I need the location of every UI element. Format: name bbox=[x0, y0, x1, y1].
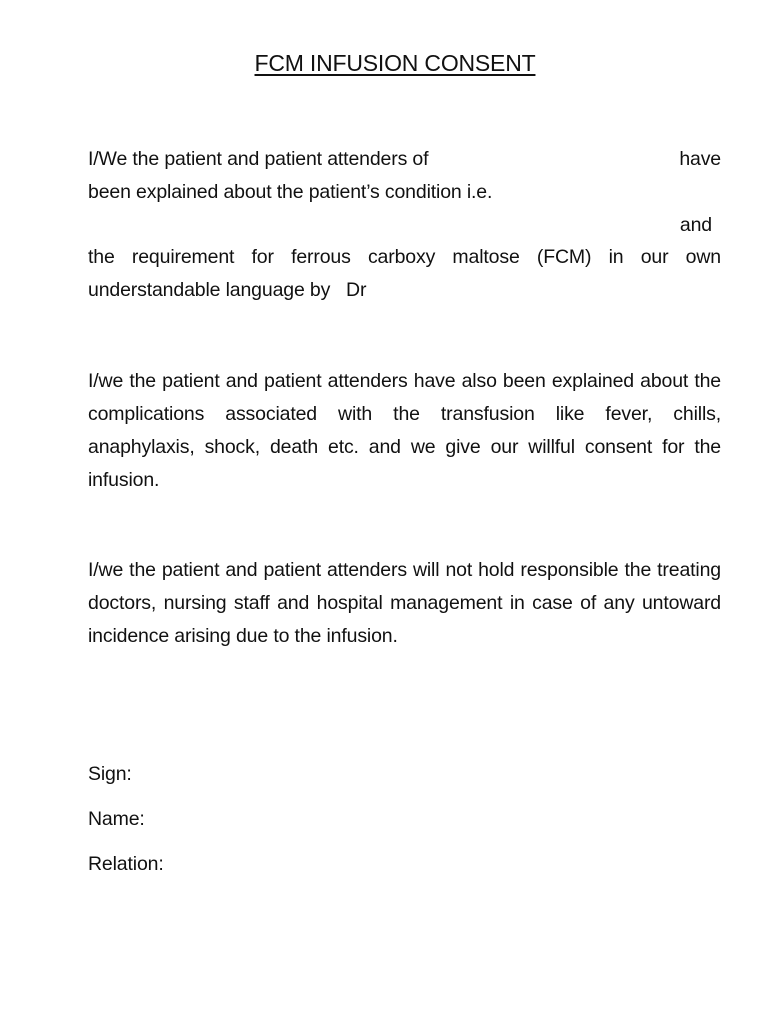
liability-paragraph: I/we the patient and patient attenders will not hold responsible the treating doctors, nursing staff and hospital management in case of any untoward incidence arising due to the infusion. bbox=[88, 559, 721, 647]
consent-line-1-right: have bbox=[679, 148, 721, 170]
form-title: FCM INFUSION CONSENT bbox=[254, 50, 536, 76]
consent-paragraph-1-rest: the requirement for ferrous carboxy maltose (FCM) in our own understandable language by Dr bbox=[88, 246, 721, 301]
consent-line-1 bbox=[88, 143, 721, 176]
consent-line-2: been explained about the patient’s condition i.e. bbox=[88, 181, 493, 203]
complications-paragraph: I/we the patient and patient attenders have also been explained about the complications associated with the transfusion like fever, chills, anaphylaxis, shock, death etc. and we give our willful consent for the infusion. bbox=[88, 370, 721, 491]
sign-field-label: Sign: bbox=[88, 763, 132, 785]
consent-line-1-left: I/We the patient and patient attenders of bbox=[88, 148, 429, 170]
relation-field-label: Relation: bbox=[88, 853, 164, 875]
name-field-label: Name: bbox=[88, 808, 145, 830]
consent-line-3-right: and bbox=[679, 214, 712, 236]
